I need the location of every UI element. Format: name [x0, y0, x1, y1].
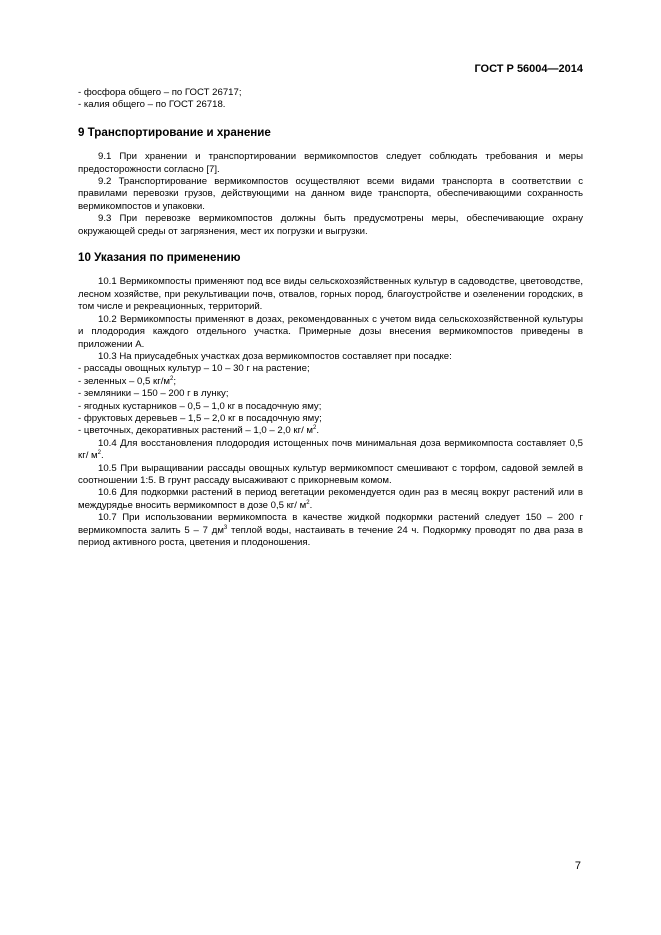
- paragraph-text: 10.4 Для восстановления плодородия истощенных почв минимальная доза вермикомпоста составляет 0,5 кг/ м: [78, 437, 583, 462]
- paragraph-text: .: [100, 450, 104, 462]
- paragraph-9-3: 9.3 При перевозке вермикомпостов должны быть предусмотрены меры, обеспечивающие охрану окружающей среды от загрязнения, мест их погрузки и выгрузки.: [78, 213, 583, 237]
- paragraph-9-1: 9.1 При хранении и транспортировании вермикомпостов следует соблюдать требования и меры предосторожности согласно [7].: [78, 151, 583, 175]
- superscript: 2: [97, 449, 101, 456]
- page-number: 7: [574, 860, 581, 872]
- paragraph-10-7: [78, 512, 583, 549]
- section-10-title: 10 Указания по применению: [78, 251, 241, 265]
- superscript: 2: [306, 499, 310, 506]
- list-item: - земляники – 150 – 200 г в лунку;: [78, 388, 229, 400]
- superscript: 3: [223, 524, 228, 531]
- paragraph-10-1: 10.1 Вермикомпосты применяют под все виды сельскохозяйственных культур в садоводстве, цветоводстве, лесном хозяйстве, при рекультивации почв, отвалов, горных пород, благоустройстве и озеленении городских, в том числе и рекреационных, территорий.: [78, 276, 583, 313]
- list-item: - рассады овощных культур – 10 – 30 г на растение;: [78, 363, 310, 375]
- list-item-text: - цветочных, декоративных растений – 1,0 – 2,0 кг/ м: [78, 425, 314, 437]
- list-item-text: - зеленных – 0,5 кг/м: [78, 375, 171, 387]
- list-item: - калия общего – по ГОСТ 26718.: [78, 99, 226, 111]
- section-9-title: 9 Транспортирование и хранение: [78, 125, 271, 139]
- superscript: 2: [313, 425, 317, 432]
- paragraph-10-3: 10.3 На приусадебных участках доза вермикомпостов составляет при посадке:: [98, 350, 452, 362]
- document-body: [78, 87, 583, 549]
- list-item: - фосфора общего – по ГОСТ 26717;: [78, 87, 242, 98]
- paragraph-10-5: 10.5 При выращивании рассады овощных культур вермикомпост смешивают с торфом, садовой землей в соотношении 1:5. В грунт рассаду высаживают с прикорневым комом.: [78, 462, 583, 486]
- paragraph-text: 10.7 При использовании вермикомпоста в качестве жидкой подкормки растений следует 150 – 200 г вермикомпоста залить 5 – 7 дм: [78, 512, 583, 536]
- paragraph-10-6: [78, 487, 583, 512]
- paragraph-9-2: 9.2 Транспортирование вермикомпостов осуществляют всеми видами транспорта в соответствии с правилами перевозки грузов, действующими на данном виде транспорта, обеспечивающими сохранность вермикомпостов и упаковки.: [78, 176, 583, 212]
- superscript: 2: [170, 375, 174, 382]
- document-code: ГОСТ Р 56004—2014: [474, 63, 583, 75]
- paragraph-text: .: [309, 499, 313, 511]
- paragraph-text: теплой воды, настаивать в течение 24 ч. Подкормку проводят по два раза в период активного роста, цветения и плодоношения.: [78, 524, 583, 548]
- list-item-text: .: [316, 425, 320, 437]
- list-item: - фруктовых деревьев – 1,5 – 2,0 кг в посадочную яму;: [78, 412, 322, 424]
- paragraph-10-4: [78, 438, 583, 463]
- paragraph-text: 10.6 Для подкормки растений в период вегетации рекомендуется один раз в месяц вокруг растений или в междурядье вносить вермикомпост в дозе 0,5 кг/ м: [78, 487, 583, 511]
- list-item: - ягодных кустарников – 0,5 – 1,0 кг в посадочную яму;: [78, 400, 322, 412]
- paragraph-10-2: 10.2 Вермикомпосты применяют в дозах, рекомендованных с учетом вида сельскохозяйственной культуры и плодородия каждого отдельного участка. Примерные дозы внесения вермикомпостов приведены в приложении А.: [78, 313, 583, 350]
- list-item-text: ;: [173, 375, 177, 387]
- list-item: [78, 425, 583, 437]
- list-item: [78, 376, 583, 388]
